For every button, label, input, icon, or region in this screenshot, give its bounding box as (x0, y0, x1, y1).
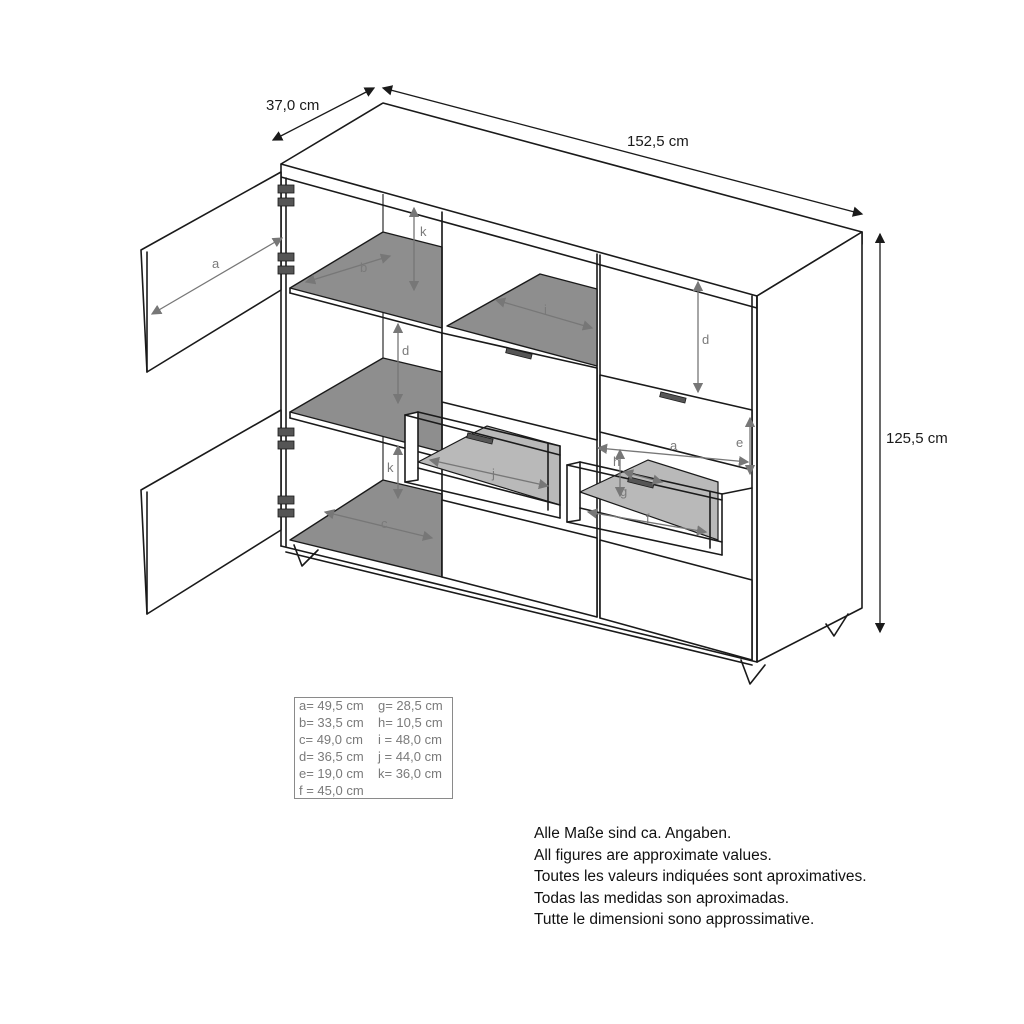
label-j: j (492, 466, 495, 481)
depth-dimension-label: 37,0 cm (266, 97, 320, 114)
legend-row: e= 19,0 cm (299, 766, 364, 781)
upper-door (141, 172, 281, 372)
shelves (290, 232, 442, 577)
width-dimension-label: 152,5 cm (627, 133, 689, 150)
legend-row: c= 49,0 cm (299, 732, 363, 747)
label-f: f (646, 511, 650, 526)
label-c: c (381, 516, 388, 531)
label-i: i (544, 302, 547, 317)
note-english: All figures are approximate values. (534, 846, 772, 864)
label-k-lower: k (387, 460, 394, 475)
legend-row: d= 36,5 cm (299, 749, 364, 764)
label-a-door: a (212, 256, 220, 271)
legend-row: j = 44,0 cm (378, 749, 442, 764)
dimension-legend (294, 697, 453, 799)
label-b: b (360, 260, 368, 275)
label-g: g (620, 484, 628, 499)
note-german: Alle Maße sind ca. Angaben. (534, 825, 732, 842)
legend-row: b= 33,5 cm (299, 715, 364, 730)
label-e: e (736, 435, 744, 450)
lower-door (141, 410, 281, 614)
label-k-upper: k (420, 224, 427, 239)
label-d-right: d (702, 332, 710, 347)
approximate-values-note (534, 823, 1014, 931)
note-french: Toutes les valeurs indiquées sont aproximatives. (534, 868, 867, 885)
legend-row: g= 28,5 cm (378, 698, 443, 713)
legend-row: k= 36,0 cm (378, 766, 442, 781)
height-dimension-label: 125,5 cm (886, 430, 948, 447)
legend-row: h= 10,5 cm (378, 715, 443, 730)
note-italian: Tutte le dimensioni sono approssimative. (534, 911, 815, 928)
legend-row: i = 48,0 cm (378, 732, 442, 747)
legend-row: a= 49,5 cm (299, 698, 364, 713)
label-a-drawer: a (670, 438, 678, 453)
legend-row: f = 45,0 cm (299, 783, 364, 798)
label-h: h (613, 454, 621, 469)
note-spanish: Todas las medidas son aproximadas. (534, 889, 790, 907)
label-d-left: d (402, 343, 410, 358)
